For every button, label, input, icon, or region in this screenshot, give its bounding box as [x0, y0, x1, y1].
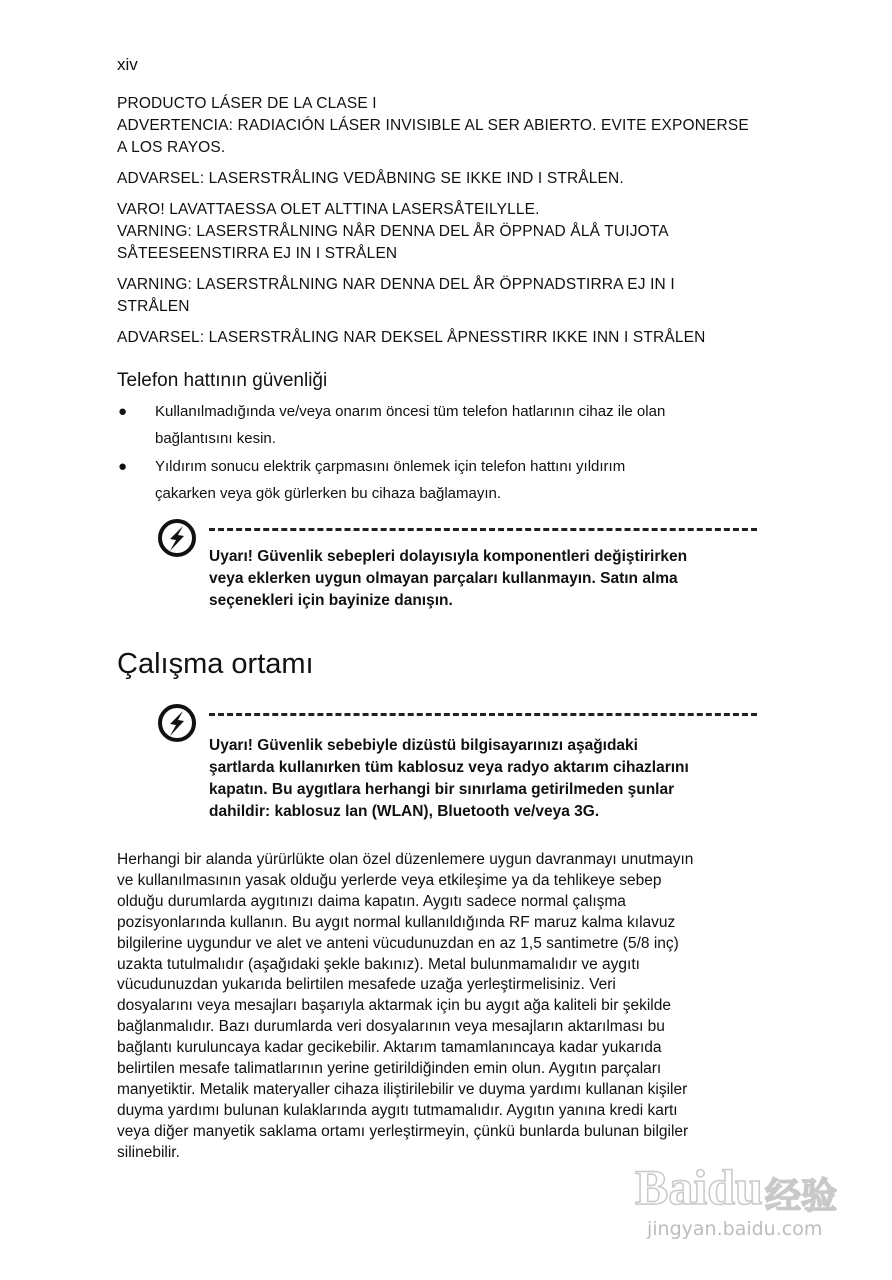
warning-line: Uyarı! Güvenlik sebebiyle dizüstü bilgisayarınızı aşağıdaki — [209, 737, 638, 754]
laser-warning-norwegian — [117, 327, 767, 349]
bullet-icon: ● — [118, 403, 128, 420]
telefon-heading: Telefon hattının güvenliği — [117, 370, 328, 391]
warning-line: şartlarda kullanırken tüm kablosuz veya radyo aktarım cihazlarını — [209, 759, 689, 776]
list-item — [117, 398, 767, 452]
paragraph-line: pozisyonlarında kullanın. Bu aygıt normal kullanıldığında RF maruz kalma kılavuz — [117, 913, 676, 931]
paragraph-line: olduğu durumlarda aygıtınızı daima kapatın. Aygıtı sadece normal çalışma — [117, 892, 626, 910]
watermark-brand: Baidu — [635, 1159, 763, 1215]
paragraph-line: belirtilen mesafe talimatlarının yerine getirildiğinden emin olun. Aygıtın parçaları — [117, 1060, 662, 1078]
bullet-line: bağlantısını kesin. — [155, 430, 276, 447]
warning-bolt-icon — [157, 518, 197, 558]
warning-bolt-icon — [157, 703, 197, 743]
laser-line: SÅTEESEENSTIRRA EJ IN I STRÅLEN — [117, 245, 398, 262]
bullet-icon: ● — [118, 458, 128, 475]
warning-line: veya eklerken uygun olmayan parçaları kullanmayın. Satın alma — [209, 570, 678, 587]
warning-line: kapatın. Bu aygıtlara herhangi bir sınırlama getirilmeden şunlar — [209, 781, 675, 798]
telefon-warning — [157, 518, 761, 618]
laser-line: ADVARSEL: LASERSTRÅLING VEDÅBNING SE IKKE IND I STRÅLEN. — [117, 170, 624, 187]
laser-line: VARO! LAVATTAESSA OLET ALTTINA LASERSÅTEILYLLE. — [117, 201, 540, 218]
warning-text — [209, 735, 757, 823]
calisma-paragraph — [117, 850, 767, 1164]
paragraph-line: veya diğer manyetik saklama ortamı yerleştirmeyin, çünkü bunlarda bulunan bilgiler — [117, 1122, 689, 1140]
watermark-product: 经验 — [765, 1175, 838, 1216]
warning-line: Uyarı! Güvenlik sebepleri dolayısıyla komponentleri değiştirirken — [209, 548, 688, 565]
laser-warning-spanish — [117, 93, 767, 159]
laser-line: PRODUCTO LÁSER DE LA CLASE I — [117, 95, 377, 112]
bullet-line: Kullanılmadığında ve/veya onarım öncesi tüm telefon hatlarının cihaz ile olan — [155, 403, 666, 420]
warning-line: seçenekleri için bayinize danışın. — [209, 592, 453, 609]
page-number: xiv — [117, 55, 138, 74]
dashed-divider — [209, 713, 757, 716]
calisma-heading: Çalışma ortamı — [117, 648, 314, 680]
list-item — [117, 453, 767, 507]
telefon-bullet-list — [117, 398, 767, 508]
laser-line: ADVARSEL: LASERSTRÅLING NAR DEKSEL ÅPNESSTIRR IKKE INN I STRÅLEN — [117, 329, 706, 346]
laser-line: A LOS RAYOS. — [117, 139, 226, 156]
paragraph-line: duyma yardımı bulunan kulaklarında aygıtı tutmamalıdır. Aygıtın yanına kredi kartı — [117, 1101, 678, 1119]
watermark-url: jingyan.baidu.com — [647, 1218, 823, 1240]
baidu-watermark — [635, 1150, 845, 1245]
paragraph-line: vücudunuzdan yukarıda belirtilen mesafede uzağa yerleştirmelisiniz. Veri — [117, 976, 616, 994]
paragraph-line: dosyalarını veya mesajları başarıyla aktarmak için bu aygıt ağa kaliteli bir şekilde — [117, 997, 671, 1015]
laser-warning-danish — [117, 168, 767, 190]
dashed-divider — [209, 528, 757, 531]
paragraph-line: bilgilerine uygundur ve alet ve anteni vücudunuzdan en az 1,5 santimetre (5/8 inç) — [117, 934, 679, 952]
paragraph-line: bağlantı kuruluncaya kadar gecikebilir. Aktarım tamamlanıncaya kadar yukarıda — [117, 1039, 662, 1057]
bullet-line: Yıldırım sonucu elektrik çarpmasını önlemek için telefon hattını yıldırım — [155, 458, 626, 475]
paragraph-line: Herhangi bir alanda yürürlükte olan özel düzenlemere uygun davranmayı unutmayın — [117, 851, 694, 868]
laser-line: VARNING: LASERSTRÅLNING NAR DENNA DEL ÅR ÖPPNADSTIRRA EJ IN I — [117, 276, 675, 293]
paragraph-line: uzakta tutulmalıdır (aşağıdaki şekle bakınız). Metal bulunmamalıdır ve aygıtı — [117, 955, 640, 973]
laser-warnings — [117, 93, 767, 358]
warning-text — [209, 546, 757, 612]
warning-line: dahildir: kablosuz lan (WLAN), Bluetooth ve/veya 3G. — [209, 803, 600, 820]
laser-line: VARNING: LASERSTRÅLNING NÅR DENNA DEL ÅR ÖPPNAD ÅLÅ TUIJOTA — [117, 223, 669, 240]
paragraph-line: bağlanmalıdır. Bazı durumlarda veri dosyalarının veya mesajların aktarılması bu — [117, 1018, 665, 1036]
paragraph-line: manyetiktir. Metalik materyaller cihaza iliştirilebilir ve duyma yardımı kullanan kişiler — [117, 1080, 688, 1098]
bullet-line: çakarken veya gök gürlerken bu cihaza bağlamayın. — [155, 485, 502, 502]
laser-line: STRÅLEN — [117, 298, 190, 315]
laser-line: ADVERTENCIA: RADIACIÓN LÁSER INVISIBLE AL SER ABIERTO. EVITE EXPONERSE — [117, 117, 749, 134]
calisma-warning — [157, 703, 761, 828]
laser-warning-swedish — [117, 274, 767, 318]
laser-warning-finnish-swedish — [117, 199, 767, 265]
paragraph-line: ve kullanılmasının yasak olduğu yerlerde veya etkileşime ya da tehlikeye sebep — [117, 871, 662, 889]
paragraph-line: silinebilir. — [117, 1143, 180, 1161]
